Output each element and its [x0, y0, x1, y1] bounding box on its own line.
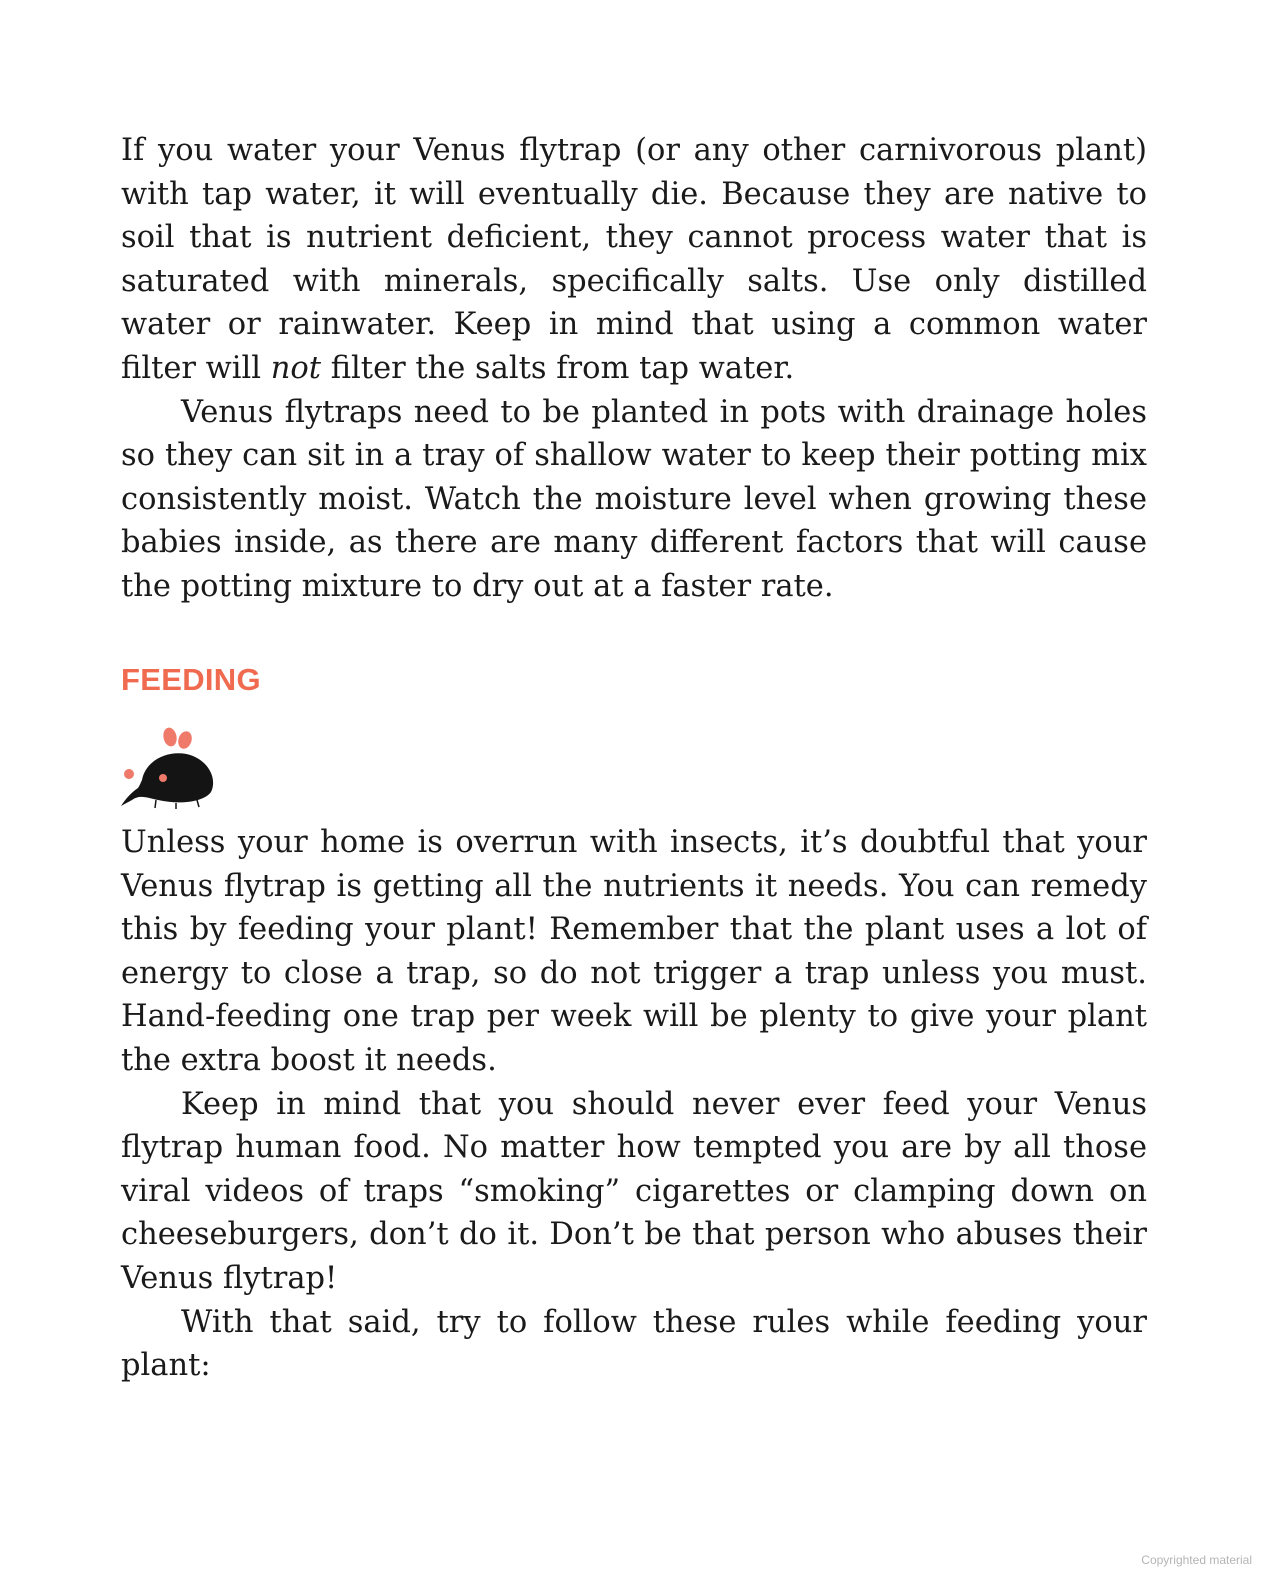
feeding-text-block: [121, 821, 1147, 1388]
paragraph-human-food: Keep in mind that you should never ever feed your Venus flytrap human food. No matter how tempted you are by all those viral videos of traps “smoking” cigarettes or clamping down on cheeseburgers, don’t do it. Don’t be that person who abuses their Venus flytrap!: [121, 1086, 1147, 1296]
paragraph-text: If you water your Venus flytrap (or any other carnivorous plant) with tap water, it will eventually die. Because they are native to soil that is nutrient deficient, they cannot process water that is saturated with minerals, specifically salts. Use only distilled water or rainwater. Keep in mind that using a common water filter will: [121, 133, 1147, 386]
bug-icon: [118, 720, 218, 810]
copyright-watermark: Copyrighted material: [1141, 1553, 1252, 1567]
paragraph-rules-intro: With that said, try to follow these rules while feeding your plant:: [121, 1304, 1147, 1384]
section-heading-feeding: FEEDING: [121, 662, 261, 697]
emphasis-text: not: [270, 350, 322, 386]
paragraph-text: filter the salts from tap water.: [321, 350, 795, 386]
paragraph-drainage: Venus flytraps need to be planted in pots with drainage holes so they can sit in a tray of shallow water to keep their potting mix consistently moist. Watch the moisture level when growing these babies inside, as there are many different factors that will cause the potting mixture to dry out at a faster rate.: [121, 394, 1147, 604]
paragraph-tap-water: [121, 129, 1147, 391]
paragraph-nutrients: Unless your home is overrun with insects, it’s doubtful that your Venus flytrap is getting all the nutrients it needs. You can remedy this by feeding your plant! Remember that the plant uses a lot of energy to close a trap, so do not trigger a trap unless you must. Hand-feeding one trap per week will be plenty to give your plant the extra boost it needs.: [121, 825, 1147, 1078]
intro-text-block: [121, 129, 1147, 609]
